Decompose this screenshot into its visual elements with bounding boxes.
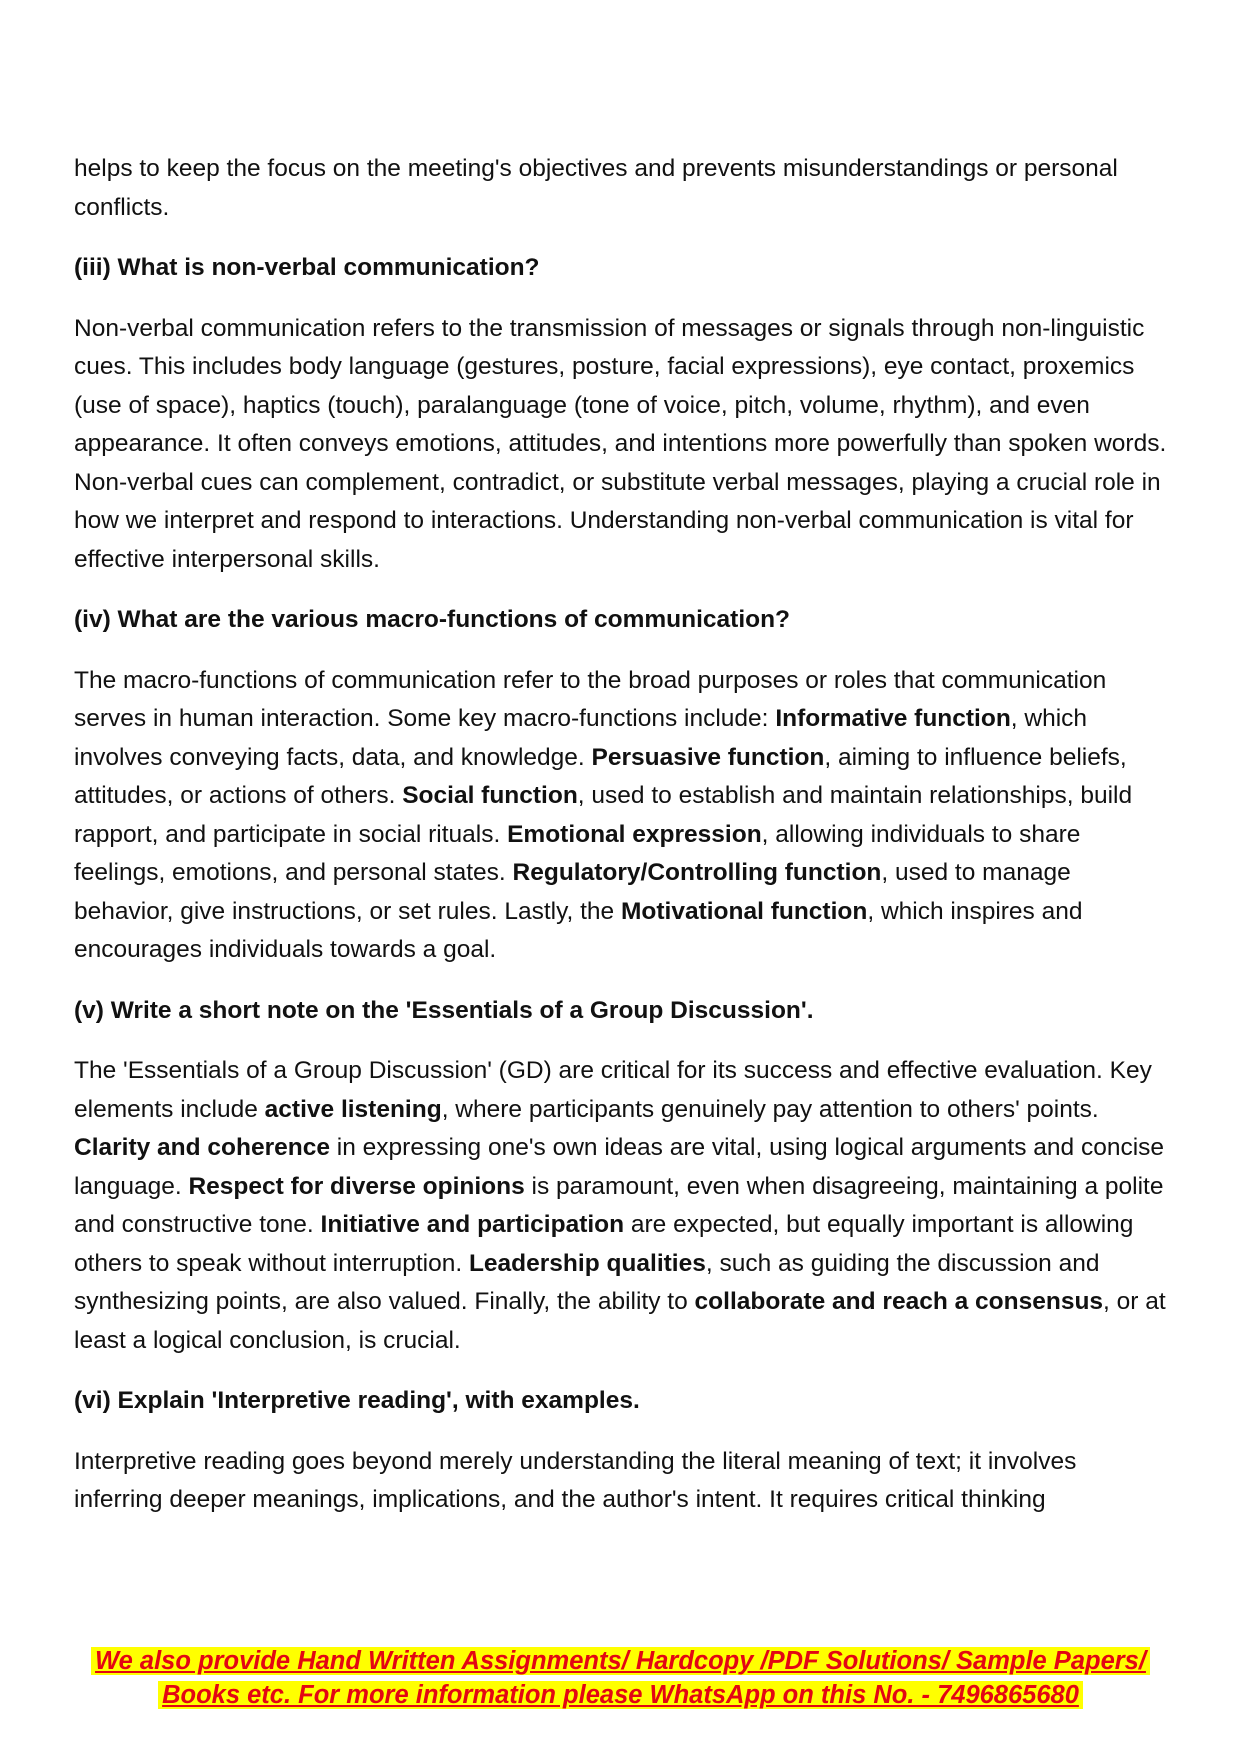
bold-term: Informative function: [775, 705, 1011, 732]
text-run: , which inspires and encourages individuals towards a goal.: [74, 897, 1083, 963]
footer-line-1: We also provide Hand Written Assignments/ Hardcopy /PDF Solutions/ Sample Papers/: [91, 1647, 1150, 1675]
text-run: The macro-functions of communication refer to the broad purposes or roles that communication serves in human interaction. Some key macro-functions include:: [74, 666, 1107, 732]
answer-paragraph: [74, 1443, 1169, 1520]
text-run: , or at least a logical conclusion, is crucial.: [74, 1288, 1166, 1354]
bold-term: Initiative and participation: [320, 1211, 625, 1238]
answer-paragraph: [74, 1052, 1169, 1360]
text-run: are expected, but equally important is allowing others to speak without interruption.: [74, 1211, 1134, 1277]
text-run: , which involves conveying facts, data, and knowledge.: [74, 705, 1088, 771]
answer-paragraph: [74, 310, 1169, 580]
text-run: Interpretive reading goes beyond merely understanding the literal meaning of text; it involves inferring deeper meanings, implications, and the author's intent. It requires critical thinking: [74, 1447, 1077, 1513]
text-run: , allowing individuals to share feelings, emotions, and personal states.: [74, 820, 1081, 886]
question-heading: (v) Write a short note on the 'Essentials of a Group Discussion'.: [74, 996, 814, 1024]
footer-line-2: Books etc. For more information please WhatsApp on this No. - 7496865680: [158, 1681, 1083, 1709]
answer-paragraph: [74, 150, 1169, 227]
bold-term: Social function: [402, 782, 578, 809]
bold-term: Respect for diverse opinions: [188, 1172, 525, 1200]
answer-paragraph: [74, 662, 1169, 970]
text-run: Non-verbal communication refers to the transmission of messages or signals through non-linguistic cues. This includes body language (gestures, posture, facial expressions), eye contact, proxemics (use of space), haptics (touch), paralanguage (tone of voice, pitch, volume, rhythm), and even appearance. It often conveys emotions, attitudes, and intentions more powerfully than spoken words. Non-verbal cues can complement, contradict, or substitute verbal messages, playing a crucial role in how we interpret and respond to interactions. Understanding non-verbal communication is vital for effective interpersonal skills.: [74, 314, 1167, 573]
document-body: [74, 150, 1169, 1520]
bold-term: Emotional expression: [507, 820, 762, 848]
text-run: , used to manage behavior, give instructions, or set rules. Lastly, the: [74, 859, 1071, 925]
promo-footer: [0, 1644, 1241, 1712]
text-run: , where participants genuinely pay attention to others' points.: [441, 1095, 1099, 1123]
question-heading: (vi) Explain 'Interpretive reading', with examples.: [74, 1387, 640, 1414]
text-run: in expressing one's own ideas are vital, using logical arguments and concise language.: [74, 1134, 1165, 1200]
question-heading: (iii) What is non-verbal communication?: [74, 254, 540, 281]
text-run: , such as guiding the discussion and synthesizing points, are also valued. Finally, the ability to: [74, 1249, 1100, 1315]
text-run: , used to establish and maintain relationships, build rapport, and participate in social rituals.: [74, 782, 1133, 848]
text-run: is paramount, even when disagreeing, maintaining a polite and constructive tone.: [74, 1172, 1164, 1238]
bold-term: active listening: [264, 1095, 442, 1123]
text-run: The 'Essentials of a Group Discussion' (GD) are critical for its success and effective evaluation. Key elements include: [74, 1057, 1152, 1123]
bold-term: Clarity and coherence: [74, 1134, 330, 1161]
bold-term: Regulatory/Controlling function: [512, 859, 882, 886]
bold-term: Leadership qualities: [468, 1249, 706, 1277]
text-run: , aiming to influence beliefs, attitudes, or actions of others.: [74, 743, 1127, 809]
bold-term: collaborate and reach a consensus: [694, 1288, 1104, 1315]
text-run: helps to keep the focus on the meeting's objectives and prevents misunderstandings or personal conflicts.: [74, 155, 1118, 221]
bold-term: Persuasive function: [591, 743, 825, 771]
question-heading: (iv) What are the various macro-functions of communication?: [74, 606, 791, 633]
bold-term: Motivational function: [620, 897, 868, 925]
